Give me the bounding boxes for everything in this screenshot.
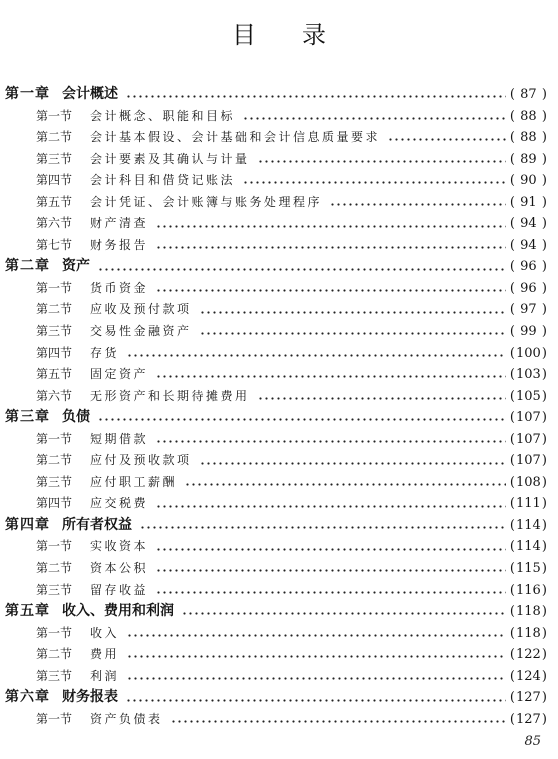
page-reference-number: 118	[516, 625, 541, 641]
paren-open: (	[509, 625, 515, 641]
toc-section-row	[0, 170, 558, 192]
toc-section-row	[0, 364, 558, 386]
dot-leader	[128, 354, 506, 357]
section-label: 第四节	[36, 496, 73, 511]
dot-leader	[99, 268, 506, 271]
page-reference	[510, 170, 547, 192]
dot-leader	[201, 311, 506, 314]
toc-section-row	[0, 429, 558, 451]
paren-close: )	[541, 367, 547, 383]
page-reference-number: 107	[516, 410, 541, 426]
page-reference-number: 108	[516, 474, 541, 490]
toc-section-row	[0, 299, 558, 321]
dot-leader	[172, 720, 506, 723]
chapter-title: 所有者权益	[62, 516, 132, 533]
paren-open: (	[509, 517, 515, 533]
section-label: 第三节	[36, 668, 73, 683]
paren-close: )	[541, 690, 547, 706]
section-label: 第三节	[36, 474, 73, 489]
paren-close: )	[541, 259, 547, 275]
paren-close: )	[541, 108, 547, 124]
page-reference	[510, 515, 547, 537]
dot-leader	[127, 95, 506, 98]
chapter-title: 会计概述	[62, 86, 118, 102]
dot-leader	[389, 138, 506, 141]
chapter-title: 负债	[62, 409, 90, 426]
page-reference	[510, 472, 547, 494]
section-title: 会计基本假设、会计基础和会计信息质量要求	[90, 130, 381, 145]
paren-close: )	[541, 237, 547, 253]
page-reference-number: 94	[520, 237, 537, 253]
paren-close: )	[541, 324, 547, 340]
page-reference	[510, 687, 547, 709]
section-label: 第六节	[36, 216, 73, 231]
paren-open: (	[509, 582, 515, 598]
section-title: 利润	[90, 668, 120, 683]
section-title: 实收资本	[90, 539, 149, 554]
toc-chapter-row	[0, 515, 558, 537]
page-reference-number: 118	[516, 604, 541, 620]
section-title: 资产负债表	[90, 711, 163, 726]
paren-open: (	[509, 410, 515, 426]
page-reference-number: 103	[516, 367, 541, 383]
paren-close: )	[541, 280, 547, 296]
paren-open: (	[509, 474, 515, 490]
dot-leader	[127, 699, 506, 702]
section-label: 第六节	[36, 388, 73, 403]
paren-open: (	[509, 151, 515, 167]
paren-open: (	[509, 561, 515, 577]
paren-close: )	[541, 173, 547, 189]
page-reference	[510, 84, 547, 106]
paren-open: (	[509, 87, 515, 102]
page-reference	[510, 644, 547, 666]
page-reference-number: 114	[516, 517, 541, 533]
page-reference-number: 122	[516, 647, 541, 663]
page-reference	[510, 429, 547, 451]
page-reference	[510, 149, 547, 171]
page-reference	[510, 601, 547, 623]
paren-close: )	[541, 668, 547, 684]
page-reference	[510, 580, 547, 602]
chapter-title: 收入、费用和利润	[62, 603, 174, 620]
section-label: 第一节	[36, 625, 73, 640]
toc-section-row	[0, 192, 558, 214]
toc-section-row	[0, 213, 558, 235]
paren-close: )	[541, 151, 547, 167]
paren-close: )	[541, 604, 547, 620]
dot-leader	[244, 117, 506, 120]
toc-chapter-row	[0, 601, 558, 623]
paren-close: )	[541, 302, 547, 318]
section-label: 第二节	[36, 302, 73, 317]
section-label: 第七节	[36, 237, 73, 252]
dot-leader	[201, 462, 506, 465]
page-reference	[510, 536, 547, 558]
footer-page-number: 85	[524, 734, 541, 749]
table-of-contents	[0, 84, 558, 730]
dot-leader	[141, 526, 506, 529]
page-reference-number: 105	[516, 388, 541, 404]
section-title: 会计科目和借贷记账法	[90, 173, 236, 188]
paren-close: )	[541, 496, 547, 512]
section-title: 应付职工薪酬	[90, 474, 178, 489]
toc-section-row	[0, 644, 558, 666]
paren-open: (	[509, 173, 515, 189]
page-reference	[510, 623, 547, 645]
dot-leader	[244, 181, 506, 184]
page-reference-number: 88	[520, 108, 537, 124]
paren-open: (	[509, 711, 515, 727]
paren-close: )	[541, 87, 547, 102]
section-label: 第三节	[36, 324, 73, 339]
page-reference	[510, 493, 547, 515]
dot-leader	[183, 612, 506, 615]
paren-close: )	[541, 130, 547, 146]
page-reference	[510, 256, 547, 278]
chapter-title: 财务报表	[62, 689, 118, 706]
page-reference-number: 89	[520, 151, 537, 167]
paren-open: (	[509, 604, 515, 620]
page-reference	[510, 709, 547, 731]
section-label: 第二节	[36, 647, 73, 662]
section-title: 留存收益	[90, 582, 149, 597]
paren-close: )	[541, 539, 547, 555]
toc-chapter-row	[0, 687, 558, 709]
section-label: 第二节	[36, 561, 73, 576]
page-reference-number: 97	[520, 302, 537, 318]
dot-leader	[157, 225, 506, 228]
page-reference-number: 90	[520, 173, 537, 189]
paren-open: (	[509, 539, 515, 555]
page-reference	[510, 299, 547, 321]
section-label: 第一节	[36, 711, 73, 726]
paren-close: )	[541, 431, 547, 447]
paren-open: (	[509, 302, 515, 318]
toc-section-row	[0, 536, 558, 558]
page-reference-number: 88	[520, 130, 537, 146]
page-reference	[510, 278, 547, 300]
section-label: 第三节	[36, 151, 73, 166]
toc-section-row	[0, 321, 558, 343]
page-reference	[510, 106, 547, 128]
paren-close: )	[541, 561, 547, 577]
paren-close: )	[541, 194, 547, 210]
page-reference-number: 114	[516, 539, 541, 555]
paren-open: (	[509, 431, 515, 447]
paren-close: )	[541, 582, 547, 598]
page-reference-number: 100	[516, 345, 541, 361]
paren-close: )	[541, 345, 547, 361]
dot-leader	[157, 548, 506, 551]
section-label: 第一节	[36, 431, 73, 446]
page-reference	[510, 343, 547, 365]
section-label: 第一节	[36, 280, 73, 295]
section-label: 第四节	[36, 345, 73, 360]
paren-close: )	[541, 453, 547, 469]
page-reference	[510, 321, 547, 343]
dot-leader	[157, 591, 506, 594]
section-title: 会计要素及其确认与计量	[90, 151, 250, 166]
dot-leader	[157, 289, 506, 292]
paren-close: )	[541, 625, 547, 641]
toc-section-row	[0, 709, 558, 731]
dot-leader	[186, 483, 506, 486]
section-label: 第三节	[36, 582, 73, 597]
toc-chapter-row	[0, 84, 558, 106]
page-reference	[510, 666, 547, 688]
paren-open: (	[509, 280, 515, 296]
toc-section-row	[0, 623, 558, 645]
page-reference-number: 124	[516, 668, 541, 684]
paren-close: )	[541, 410, 547, 426]
section-label: 第一节	[36, 539, 73, 554]
section-label: 第一节	[36, 108, 73, 123]
dot-leader	[128, 655, 506, 658]
chapter-label: 第四章	[5, 516, 50, 533]
section-title: 固定资产	[90, 367, 149, 382]
toc-section-row	[0, 127, 558, 149]
page-reference-number: 96	[520, 280, 537, 296]
toc-section-row	[0, 235, 558, 257]
dot-leader	[201, 332, 506, 335]
section-title: 收入	[90, 625, 120, 640]
paren-open: (	[509, 237, 515, 253]
dot-leader	[128, 677, 506, 680]
page-reference	[510, 235, 547, 257]
paren-open: (	[509, 130, 515, 146]
dot-leader	[157, 440, 506, 443]
paren-open: (	[509, 388, 515, 404]
toc-section-row	[0, 278, 558, 300]
paren-open: (	[509, 345, 515, 361]
toc-section-row	[0, 149, 558, 171]
page-reference	[510, 213, 547, 235]
paren-open: (	[509, 108, 515, 124]
toc-section-row	[0, 386, 558, 408]
paren-close: )	[541, 474, 547, 490]
page-reference	[510, 450, 547, 472]
section-label: 第四节	[36, 173, 73, 188]
section-title: 存货	[90, 345, 120, 360]
page-reference	[510, 127, 547, 149]
chapter-label: 第六章	[5, 689, 50, 706]
page-reference-number: 99	[520, 324, 537, 340]
section-label: 第五节	[36, 194, 73, 209]
toc-section-row	[0, 580, 558, 602]
section-title: 费用	[90, 647, 120, 662]
section-title: 会计概念、职能和目标	[90, 108, 236, 123]
dot-leader	[128, 634, 506, 637]
toc-section-row	[0, 493, 558, 515]
page-reference	[510, 386, 547, 408]
section-title: 应付及预收款项	[90, 453, 192, 468]
toc-heading: 目录	[232, 21, 372, 49]
dot-leader	[331, 203, 506, 206]
paren-close: )	[541, 647, 547, 663]
page-reference-number: 107	[516, 453, 541, 469]
toc-section-row	[0, 343, 558, 365]
paren-open: (	[509, 690, 515, 706]
paren-open: (	[509, 453, 515, 469]
section-title: 应收及预付款项	[90, 302, 192, 317]
dot-leader	[157, 375, 506, 378]
paren-close: )	[541, 216, 547, 232]
page-reference-number: 116	[516, 582, 541, 598]
paren-open: (	[509, 324, 515, 340]
toc-chapter-row	[0, 407, 558, 429]
page-reference-number: 107	[516, 431, 541, 447]
page-reference-number: 115	[516, 561, 541, 577]
paren-close: )	[541, 517, 547, 533]
paren-open: (	[509, 259, 515, 275]
section-title: 货币资金	[90, 280, 149, 295]
toc-chapter-row	[0, 256, 558, 278]
paren-open: (	[509, 367, 515, 383]
dot-leader	[99, 418, 506, 421]
page-reference-number: 111	[516, 496, 541, 512]
page-reference-number: 127	[516, 711, 541, 727]
section-title: 会计凭证、会计账簿与账务处理程序	[90, 194, 323, 209]
toc-section-row	[0, 472, 558, 494]
paren-open: (	[509, 194, 515, 210]
section-title: 应交税费	[90, 496, 149, 511]
paren-open: (	[509, 668, 515, 684]
toc-section-row	[0, 558, 558, 580]
page-reference-number: 91	[520, 194, 537, 210]
page-reference-number: 96	[520, 259, 537, 275]
section-title: 资本公积	[90, 561, 149, 576]
dot-leader	[157, 246, 506, 249]
dot-leader	[259, 160, 506, 163]
section-title: 短期借款	[90, 431, 149, 446]
paren-open: (	[509, 647, 515, 663]
chapter-label: 第三章	[5, 409, 50, 426]
section-title: 财务报告	[90, 237, 149, 252]
section-label: 第五节	[36, 367, 73, 382]
section-label: 第二节	[36, 453, 73, 468]
dot-leader	[157, 569, 506, 572]
paren-close: )	[541, 711, 547, 727]
page-reference	[510, 407, 547, 429]
page-reference	[510, 192, 547, 214]
dot-leader	[157, 505, 506, 508]
paren-open: (	[509, 216, 515, 232]
page-reference	[510, 558, 547, 580]
page-reference	[510, 364, 547, 386]
page-reference-number: 94	[520, 216, 537, 232]
chapter-label: 第一章	[5, 86, 50, 102]
section-title: 财产清查	[90, 216, 149, 231]
section-label: 第二节	[36, 130, 73, 145]
chapter-title: 资产	[62, 258, 90, 275]
chapter-label: 第五章	[5, 603, 50, 620]
section-title: 无形资产和长期待摊费用	[90, 388, 250, 403]
page-reference-number: 127	[516, 690, 541, 706]
paren-close: )	[541, 388, 547, 404]
dot-leader	[259, 397, 506, 400]
paren-open: (	[509, 496, 515, 512]
toc-section-row	[0, 450, 558, 472]
chapter-label: 第二章	[5, 258, 50, 275]
toc-section-row	[0, 666, 558, 688]
section-title: 交易性金融资产	[90, 324, 192, 339]
toc-section-row	[0, 106, 558, 128]
page-reference-number: 87	[520, 87, 537, 102]
